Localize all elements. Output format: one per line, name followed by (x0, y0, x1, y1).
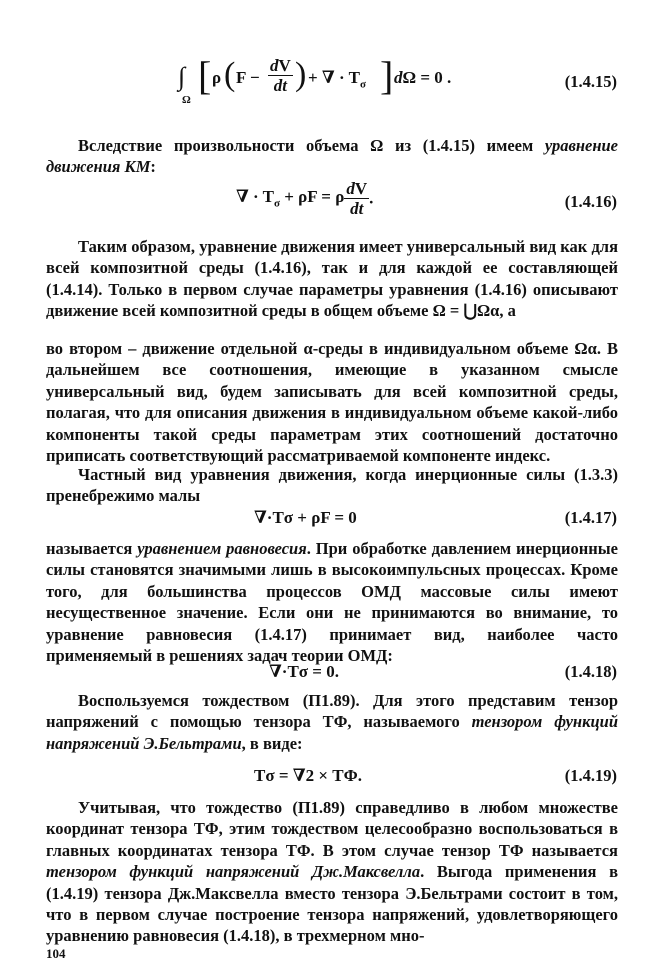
equation-1-4-17: ∇·Tσ + ρF = 0 (254, 508, 357, 527)
paragraph-6-text: Воспользуемся тождеством (П1.89). Для этого представим тензор напряжений с помощью тензора TΦ, называемого (46, 691, 618, 732)
paragraph-4: Частный вид уравнения движения, когда инерционные силы (1.3.3) пренебрежимо малы (46, 465, 618, 506)
paragraph-6 (46, 690, 618, 754)
equation-number-1-4-18: (1.4.18) (564, 662, 617, 681)
equation-number-1-4-17: (1.4.17) (564, 508, 617, 527)
term-equilibrium-equation: уравнением равновесия (137, 539, 307, 558)
paragraph-2: Таким образом, уравнение движения имеет универсальный вид как для всей композитной среды (1.4.16), так и для каждой ее составляющей (1.4.14). Только в первом случае параметры уравнения (1.4.16) описывают движение всей композитной среды в общем объеме Ω = ⋃Ωα, а (46, 237, 618, 321)
paragraph-5-text: называется (46, 539, 138, 558)
document-page: ∫ Ω [ ρ ( F − $\frac{dV}{dt}$ ) + ∇ · $T_\sigma$ ] dΩ = 0 . (1.4.15) Вследствие произвольности объема Ω из (1.4.15) имеем уравнение движения КМ: ∇ · $T_\sigma + \rho F = \rho$ $\frac{dV}{dt}$ . (1.4.16) Таким образом, уравнение движения имеет универсальный вид как для всей композитной среды (1.4.16), так и для каждой ее составляющей (1.4.14). Только в первом случае параметры уравнения (1.4.16) описывают движение всей композитной среды в общем объеме Ω = ⋃Ωα, а во втором – движение отдельной α-среды в индивидуальном объеме Ωα. В дальнейшем все соотношения, имеющие в указанном смысле универсальный вид, будем записывать для всей композитной среды, полагая, что для описания движения в индивидуальном объеме какой-либо компоненты такой среды параметрам этих соотношений достаточно приписать соответствующий рассматриваемой компоненте индекс. Частный вид уравнения движения, когда инерционные силы (1.3.3) пренебрежимо малы ∇·Tσ + ρF = 0 (1.4.17) называется уравнением равновесия. При обработке давлением инерционные силы становятся значимыми лишь в высокоимпульсных процессах. Кроме того, для большинства процессов ОМД массовые силы имеют несущественное значение. Если они не принимаются во внимание, то уравнение равновесия (1.4.17) принимает вид, наиболее часто применяемый в решениях задач теории ОМД: ∇·Tσ = 0. (1.4.18) Воспользуемся тождеством (П1.89). Для этого представим тензор напряжений с помощью тензора TΦ, называемого тензором функций напряжений Э.Бельтрами, в виде: Tσ = ∇2 × TΦ. (1.4.19) Учитывая, что тождество (П1.89) справедливо в любом множестве координат тензора TΦ, этим тождеством целесообразно воспользоваться в главных координатах тензора TΦ. В этом случае тензор TΦ называется тензором функций напряжений Дж.Максвелла. Выгода применения в (1.4.19) тензора Дж.Максвелла вместо тензора Э.Бельтрами состоит в том, что в первом случае построение тензора напряжений, удовлетворяющего уравнению равновесия (1.4.18), в трехмерном мно- 104 (46, 53, 619, 961)
paragraph-7 (46, 797, 618, 947)
paragraph-7-text: Учитывая, что тождество (П1.89) справедливо в любом множестве координат тензора TΦ, этим тождеством целесообразно воспользоваться в главных координатах тензора TΦ. В этом случае тензор TΦ называется (46, 798, 618, 860)
paragraph-5 (46, 538, 618, 666)
equation-number-1-4-19: (1.4.19) (564, 766, 617, 785)
term-beltrami-tensor: тензором функций напряжений Э.Бельтрами (46, 712, 618, 753)
term-maxwell-tensor: тензором функций напряжений Дж.Максвелла (46, 862, 421, 882)
paragraph-3: во втором – движение отдельной α-среды в индивидуальном объеме Ωα. В дальнейшем все соотношения, имеющие в указанном смысле универсальный вид, будем записывать для всей композитной среды, полагая, что для описания движения в индивидуальном объеме какой-либо компоненты такой среды параметрам этих соотношений достаточно приписать соответствующий рассматриваемой компоненте индекс. (46, 339, 618, 466)
paragraph-1 (46, 135, 618, 178)
paragraph-6-end: , в виде: (241, 733, 303, 753)
equation-1-4-16: ∇ · $T_\sigma + \rho F = \rho$ $\frac{dV}{dt}$ . (236, 179, 374, 218)
equation-1-4-19: Tσ = ∇2 × TΦ. (254, 766, 362, 785)
paragraph-1-text: Вследствие произвольности объема Ω из (1.4.15) имеем (78, 136, 545, 155)
page-number: 104 (46, 946, 66, 961)
paragraph-7-rest: . Выгода применения в (1.4.19) тензора Дж.Максвелла вместо тензора Э.Бельтрами состоит в том, что в первом случае построение тензора напряжений, удовлетворяющего уравнению равновесия (1.4.18), в трехмерном мно- (46, 862, 619, 946)
equation-1-4-18: ∇·Tσ = 0. (269, 662, 339, 681)
paragraph-1-end: : (150, 157, 156, 177)
paragraph-5-rest: . При обработке давлением инерционные силы становятся значимыми лишь в высокоимпульсных процессах. Кроме того, для большинства процессов ОМД массовые силы имеют несущественное значение. Если они не принимаются во внимание, то уравнение равновесия (1.4.17) принимает вид, наиболее часто применяемый в решениях задач теории ОМД: (46, 539, 619, 666)
equation-number-1-4-15: (1.4.15) (564, 72, 617, 91)
term-motion-equation: уравнение движения КМ (46, 136, 618, 177)
equation-number-1-4-16: (1.4.16) (564, 192, 617, 211)
